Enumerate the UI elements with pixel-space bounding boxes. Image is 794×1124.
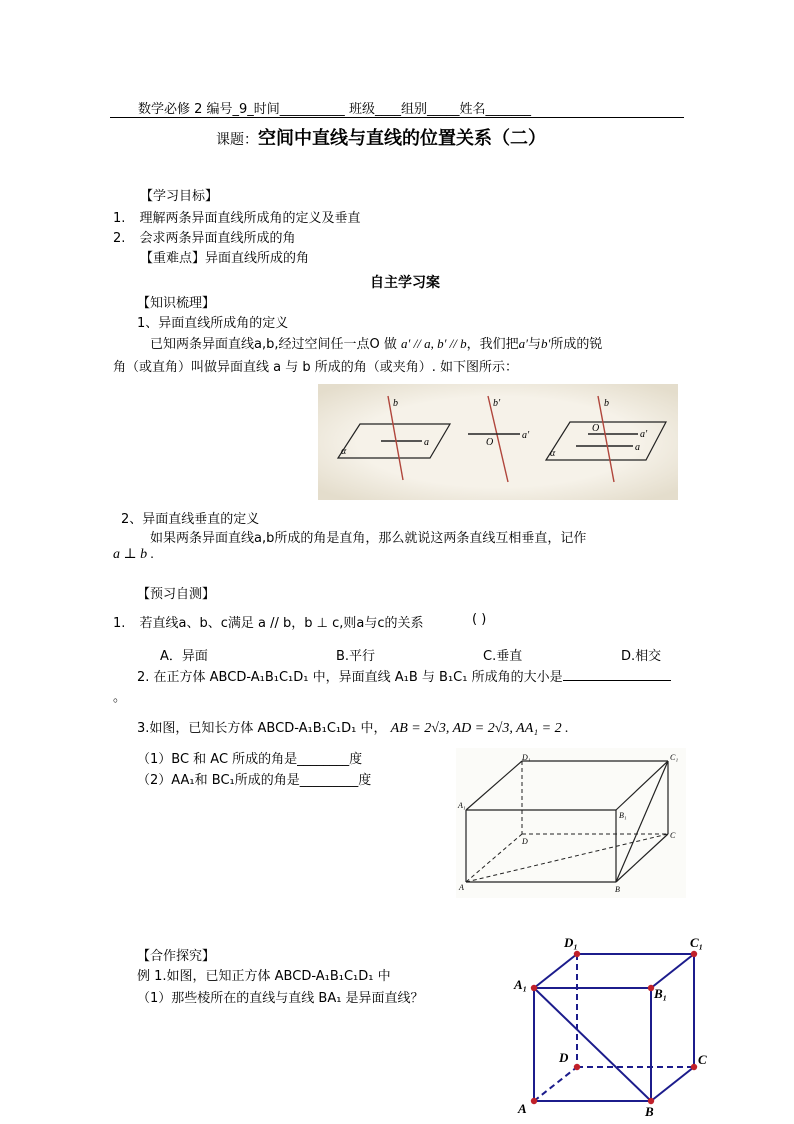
label-D1: D₁	[564, 935, 578, 950]
label-B: B	[645, 1104, 654, 1119]
key-point: 【重难点】异面直线所成的角	[140, 251, 310, 266]
label-a-prime: a′	[522, 430, 530, 441]
label-A: A	[518, 1101, 527, 1116]
label-a: a	[424, 437, 429, 448]
cube-svg	[508, 928, 714, 1120]
vertex-A	[531, 1098, 537, 1104]
label-A1: A₁	[458, 801, 466, 810]
q3-line	[137, 717, 569, 737]
edge-AD	[466, 834, 522, 882]
objective-text: 理解两条异面直线所成角的定义及垂直	[139, 211, 361, 226]
def2-line1: 如果两条异面直线a,b所成的角是直角，那么就说这两条直线互相垂直，记作	[150, 531, 587, 546]
def1-formula: a′ // a, b′ // b	[401, 336, 467, 351]
vertex-D1	[574, 951, 580, 957]
edge-B1C1	[651, 954, 694, 988]
edge-AD	[534, 1067, 577, 1101]
example1-line: 例 1.如图，已知正方体 ABCD-A₁B₁C₁D₁ 中	[137, 969, 391, 984]
q2-text: 2. 在正方体 ABCD-A₁B₁C₁D₁ 中，异面直线 A₁B 与 B₁C₁ 所成角的大小是	[137, 670, 563, 685]
label-B1: B₁	[619, 811, 627, 820]
cube-figure	[508, 928, 714, 1120]
q2-line	[137, 666, 671, 685]
label-C: C	[698, 1052, 707, 1067]
label-D1: D₁	[522, 753, 531, 762]
section-heading-self-study: 自主学习案	[370, 275, 440, 291]
edge-BC	[651, 1067, 694, 1101]
label-O: O	[592, 423, 600, 434]
label-b-prime: b′	[493, 398, 501, 409]
coop-heading: 【合作探究】	[137, 949, 216, 964]
q3-formula: AB = 2√3, AD = 2√3, AA₁ = 2 .	[390, 721, 569, 736]
choice-d: D.相交	[621, 649, 662, 664]
label-D: D	[559, 1050, 569, 1065]
vertex-C1	[691, 951, 697, 957]
q3-sub2: （2）AA₁和 BC₁所成的角是_________度	[137, 773, 372, 788]
def1-text: 所成的锐	[550, 337, 603, 352]
label-A1: A₁	[514, 977, 528, 992]
def1-symbol: b′	[541, 336, 551, 351]
q1-answer-paren: ( )	[472, 612, 487, 627]
q1-text: 若直线a、b、c满足 a // b，b ⊥ c,则a与c的关系	[139, 616, 424, 631]
label-B: B	[615, 885, 620, 894]
vertex-A1	[531, 985, 537, 991]
def1-text: ，我们把	[466, 337, 519, 352]
label-C1: C₁	[690, 935, 704, 950]
preview-heading: 【预习自测】	[137, 587, 216, 602]
label-C1: C₁	[670, 753, 679, 762]
edge-B1C1	[616, 761, 668, 810]
vertex-C	[691, 1064, 697, 1070]
skew-lines-figure	[318, 384, 678, 500]
label-a: a	[635, 442, 640, 453]
vertex-D	[574, 1064, 580, 1070]
cuboid-figure	[456, 748, 686, 898]
objective-text: 会求两条异面直线所成的角	[139, 231, 296, 246]
objective-num: 1.	[113, 211, 126, 226]
diag-A1B	[534, 988, 651, 1101]
diag-BC1	[616, 761, 668, 882]
q2-end: 。	[113, 690, 127, 705]
def1-line1	[150, 333, 602, 352]
edge-A1D1	[534, 954, 577, 988]
label-b: b	[393, 398, 398, 409]
title-main: 空间中直线与直线的位置关系（二）	[258, 128, 546, 149]
q2-answer-blank	[563, 668, 671, 681]
knowledge-heading: 【知识梳理】	[137, 296, 216, 311]
edge-A1D1	[466, 761, 522, 810]
diag-AC	[466, 834, 668, 882]
title-prefix: 课题：	[216, 132, 258, 148]
def1-title: 1、异面直线所成角的定义	[137, 316, 289, 331]
header-rule	[110, 117, 684, 118]
q1-num: 1.	[113, 616, 126, 631]
choice-a: A．异面	[160, 649, 208, 664]
def1-symbol: a′	[518, 336, 528, 351]
q1-line	[113, 612, 424, 631]
def1-text: 已知两条异面直线a,b,经过空间任一点O 做	[150, 337, 397, 352]
page-title	[216, 124, 546, 150]
q3-text: 3.如图，已知长方体 ABCD-A₁B₁C₁D₁ 中，	[137, 721, 387, 736]
objective-item	[113, 207, 361, 226]
label-b: b	[604, 398, 609, 409]
label-O: O	[486, 437, 494, 448]
objective-num: 2.	[113, 231, 126, 246]
q3-sub1: （1）BC 和 AC 所成的角是________度	[137, 752, 363, 767]
choice-c: C.垂直	[483, 649, 523, 664]
cuboid-svg	[456, 748, 686, 898]
objective-item	[113, 227, 296, 246]
label-B1: B₁	[654, 986, 668, 1001]
objectives-heading: 【学习目标】	[140, 189, 219, 204]
def1-text: 与	[528, 337, 542, 352]
label-D: D	[522, 837, 528, 846]
label-alpha: α	[341, 446, 347, 457]
header-line: 数学必修 2 编号_9_时间__________ 班级____组别_____姓名_______	[138, 102, 531, 117]
def1-line2: 角（或直角）叫做异面直线 a 与 b 所成的角（或夹角）. 如下图所示：	[113, 360, 519, 375]
label-A: A	[459, 883, 464, 892]
edge-BC	[616, 834, 668, 882]
def2-line2: a ⊥ b .	[113, 547, 155, 562]
choice-b: B.平行	[336, 649, 376, 664]
label-a-prime: a′	[640, 429, 648, 440]
label-C: C	[670, 831, 676, 840]
example1-sub1: （1）那些棱所在的直线与直线 BA₁ 是异面直线？	[137, 991, 424, 1006]
def2-title: 2、异面直线垂直的定义	[121, 512, 260, 527]
skew-lines-svg	[318, 384, 678, 500]
label-alpha: α	[550, 448, 556, 459]
